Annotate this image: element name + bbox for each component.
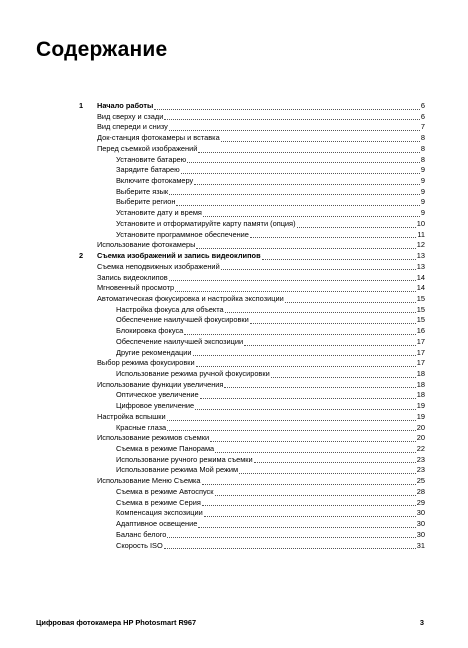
toc-page-number: 15 [416,315,425,325]
toc-entry-label: Другие рекомендации [116,347,192,357]
toc-leader-dots [203,209,420,217]
toc-entry-label: Красные глаза [116,422,167,432]
toc-leader-dots [254,455,416,463]
toc-page-number: 16 [416,326,425,336]
toc-page-number: 17 [416,347,425,357]
toc-leader-dots [169,187,420,195]
toc-entry-label: Установите батарею [116,154,187,164]
toc-entry[interactable] [116,444,425,455]
toc-entry[interactable] [116,519,425,530]
toc-page-number: 7 [420,122,425,132]
toc-leader-dots [198,520,415,528]
toc-leader-dots [250,230,416,238]
toc-leader-dots [210,434,416,442]
footer-product-name: Цифровая фотокамера HP Photosmart R967 [36,618,197,627]
toc-leader-dots [215,488,416,496]
toc-entry[interactable] [97,133,425,144]
toc-entry-label: Использование Меню Съемка [97,476,201,486]
toc-leader-dots [262,252,416,260]
toc-entry[interactable] [116,176,425,187]
toc-page-number: 19 [416,401,425,411]
toc-page-number: 22 [416,444,425,454]
toc-entry[interactable] [116,390,425,401]
toc-page-number: 9 [420,176,425,186]
toc-leader-dots [200,391,416,399]
toc-leader-dots [196,241,415,249]
toc-entry-label: Мгновенный просмотр [97,283,175,293]
toc-leader-dots [225,305,416,313]
toc-entry[interactable] [116,401,425,412]
toc-entry-label: Цифровое увеличение [116,401,195,411]
toc-leader-dots [164,112,420,120]
toc-page-number: 29 [416,497,425,507]
toc-entry[interactable] [116,465,425,476]
toc-page-number: 30 [416,519,425,529]
toc-entry-label: Вид спереди и снизу [97,122,168,132]
toc-page-number: 8 [420,143,425,153]
toc-leader-dots [239,466,416,474]
toc-entry-label: Съемка в режиме Автоспуск [116,486,214,496]
toc-leader-dots [154,102,420,110]
toc-entry[interactable] [116,423,425,434]
toc-entry-label: Использование ручного режима съемки [116,454,253,464]
toc-page-number: 15 [416,304,425,314]
toc-leader-dots [195,402,416,410]
toc-entry[interactable] [97,358,425,369]
toc-leader-dots [164,541,416,549]
footer-page-number: 3 [419,618,424,627]
toc-leader-dots [169,123,420,131]
toc-page-number: 8 [420,154,425,164]
toc-leader-dots [244,338,416,346]
toc-entry[interactable] [116,337,425,348]
toc-leader-dots [224,380,415,388]
toc-entry-label: Скорость ISO [116,540,163,550]
toc-entry-label: Настройка фокуса для объекта [116,304,224,314]
toc-page-number: 20 [416,433,425,443]
toc-entry[interactable] [116,508,425,519]
toc-page-number: 9 [420,186,425,196]
toc-entry-label: Компенсация экспозиции [116,508,203,518]
toc-entry-label: Съемка изображений и запись видеоклипов [97,251,261,261]
toc-entry-label: Запись видеоклипов [97,272,168,282]
toc-page-number: 14 [416,283,425,293]
toc-entry-label: Использование режимов съемки [97,433,210,443]
toc-entry[interactable] [97,262,425,273]
toc-entry-label: Блокировка фокуса [116,326,184,336]
toc-entry[interactable] [97,380,425,391]
page-title: Содержание [36,38,168,61]
toc-page-number: 19 [416,411,425,421]
toc-leader-dots [181,166,420,174]
toc-leader-dots [297,220,416,228]
toc-leader-dots [250,316,416,324]
toc-leader-dots [221,134,420,142]
toc-leader-dots [169,273,416,281]
toc-entry[interactable] [116,315,425,326]
toc-leader-dots [175,284,416,292]
toc-page-number: 18 [416,390,425,400]
toc-entry[interactable] [116,498,425,509]
toc-entry-label: Обеспечение наилучшей фокусировки [116,315,249,325]
toc-entry-label: Зарядите батарею [116,165,180,175]
toc-entry-label: Установите дату и время [116,208,202,218]
toc-page-number: 20 [416,422,425,432]
toc-leader-dots [196,359,416,367]
toc-entry[interactable] [116,455,425,466]
toc-page-number: 30 [416,508,425,518]
toc-page-number: 18 [416,379,425,389]
toc-chapter-number: 2 [79,251,84,261]
toc-entry-label: Выберите язык [116,186,169,196]
toc-page-number: 12 [416,240,425,250]
toc-entry[interactable] [97,476,425,487]
toc-entry[interactable] [97,273,425,284]
toc-leader-dots [193,348,416,356]
toc-page-number: 13 [416,261,425,271]
toc-entry[interactable] [116,369,425,380]
toc-leader-dots [184,327,415,335]
toc-entry[interactable] [116,326,425,337]
toc-entry[interactable] [116,487,425,498]
toc-leader-dots [285,295,416,303]
toc-page-number: 8 [420,133,425,143]
toc-entry[interactable] [97,240,425,251]
toc-entry[interactable] [97,412,425,423]
toc-page-number: 18 [416,369,425,378]
toc-leader-dots [202,498,416,506]
toc-page-number: 9 [420,208,425,218]
toc-entry-label: Съемка неподвижных изображений [97,261,220,271]
toc-page-number: 6 [420,111,425,121]
toc-entry-label: Настройка вспышки [97,411,166,421]
toc-entry[interactable] [79,251,425,262]
toc-page-number: 23 [416,454,425,464]
toc-entry[interactable] [116,305,425,316]
toc-entry-label: Съемка в режиме Серия [116,497,201,507]
toc-page-number: 15 [416,293,425,303]
toc-entry-label: Использование фотокамеры [97,240,196,250]
toc-entry-label: Установите программное обеспечение [116,229,249,239]
toc-page-number: 30 [416,529,425,539]
toc-entry-label: Выберите регион [116,197,176,207]
toc-leader-dots [198,145,420,153]
toc-leader-dots [204,509,416,517]
toc-entry-label: Автоматическая фокусировка и настройка экспозиции [97,293,284,303]
toc-entry-label: Использование функции увеличения [97,379,224,389]
toc-leader-dots [167,530,415,538]
page-footer [36,618,424,627]
toc-entry[interactable] [79,101,425,112]
toc-entry[interactable] [97,283,425,294]
toc-entry-label: Перед съемкой изображений [97,143,198,153]
toc-page-number: 28 [416,486,425,496]
toc-leader-dots [167,413,416,421]
toc-entry[interactable] [116,208,425,219]
toc-page-number: 17 [416,358,425,368]
toc-entry-label: Съемка в режиме Панорама [116,444,215,454]
toc-page-number: 17 [416,336,425,346]
toc-page-number: 25 [416,476,425,486]
toc-entry[interactable] [97,144,425,155]
toc-entry[interactable] [116,348,425,359]
toc-entry[interactable] [116,530,425,541]
toc-page-number: 9 [420,197,425,207]
toc-entry[interactable] [116,541,425,552]
toc-entry[interactable] [116,219,425,230]
toc-leader-dots [271,370,416,378]
toc-entry-label: Адаптивное освещение [116,519,198,529]
toc-entry-label: Обеспечение наилучшей экспозиции [116,336,244,346]
toc-entry-label: Установите и отформатируйте карту памяти (опция) [116,218,296,228]
toc-entry[interactable] [97,433,425,444]
toc-entry-label: Вид сверху и сзади [97,111,164,121]
toc-entry[interactable] [97,112,425,123]
toc-page-number: 31 [416,540,425,550]
toc-page-number: 11 [417,229,425,239]
toc-entry[interactable] [116,230,425,241]
toc-entry-label: Оптическое увеличение [116,390,199,400]
toc-leader-dots [167,423,416,431]
toc-entry[interactable] [116,165,425,176]
toc-entry-label: Использование режима ручной фокусировки [116,369,270,378]
toc-entry-label: Использование режима Мой режим [116,465,239,475]
toc-entry-label: Баланс белого [116,529,167,539]
toc-leader-dots [176,198,419,206]
toc-entry-label: Включите фотокамеру [116,176,194,186]
toc-entry[interactable] [97,122,425,133]
toc-entry[interactable] [97,294,425,305]
toc-entry[interactable] [116,155,425,166]
toc-leader-dots [194,177,420,185]
toc-entry[interactable] [116,197,425,208]
toc-entry-label: Начало работы [97,101,154,110]
toc-leader-dots [187,155,420,163]
toc-entry-label: Док-станция фотокамеры и вставка [97,133,220,143]
toc-entry[interactable] [116,187,425,198]
toc-leader-dots [202,477,416,485]
toc-leader-dots [221,262,416,270]
toc-page-number: 6 [420,101,425,110]
toc-entry-label: Выбор режима фокусировки [97,358,195,368]
toc-page-number: 14 [416,272,425,282]
toc-chapter-number: 1 [79,101,84,110]
toc-page-number: 23 [416,465,425,475]
toc-leader-dots [215,445,416,453]
toc-page-number: 13 [416,251,425,261]
toc-page-number: 10 [416,218,425,228]
toc-page-number: 9 [420,165,425,175]
